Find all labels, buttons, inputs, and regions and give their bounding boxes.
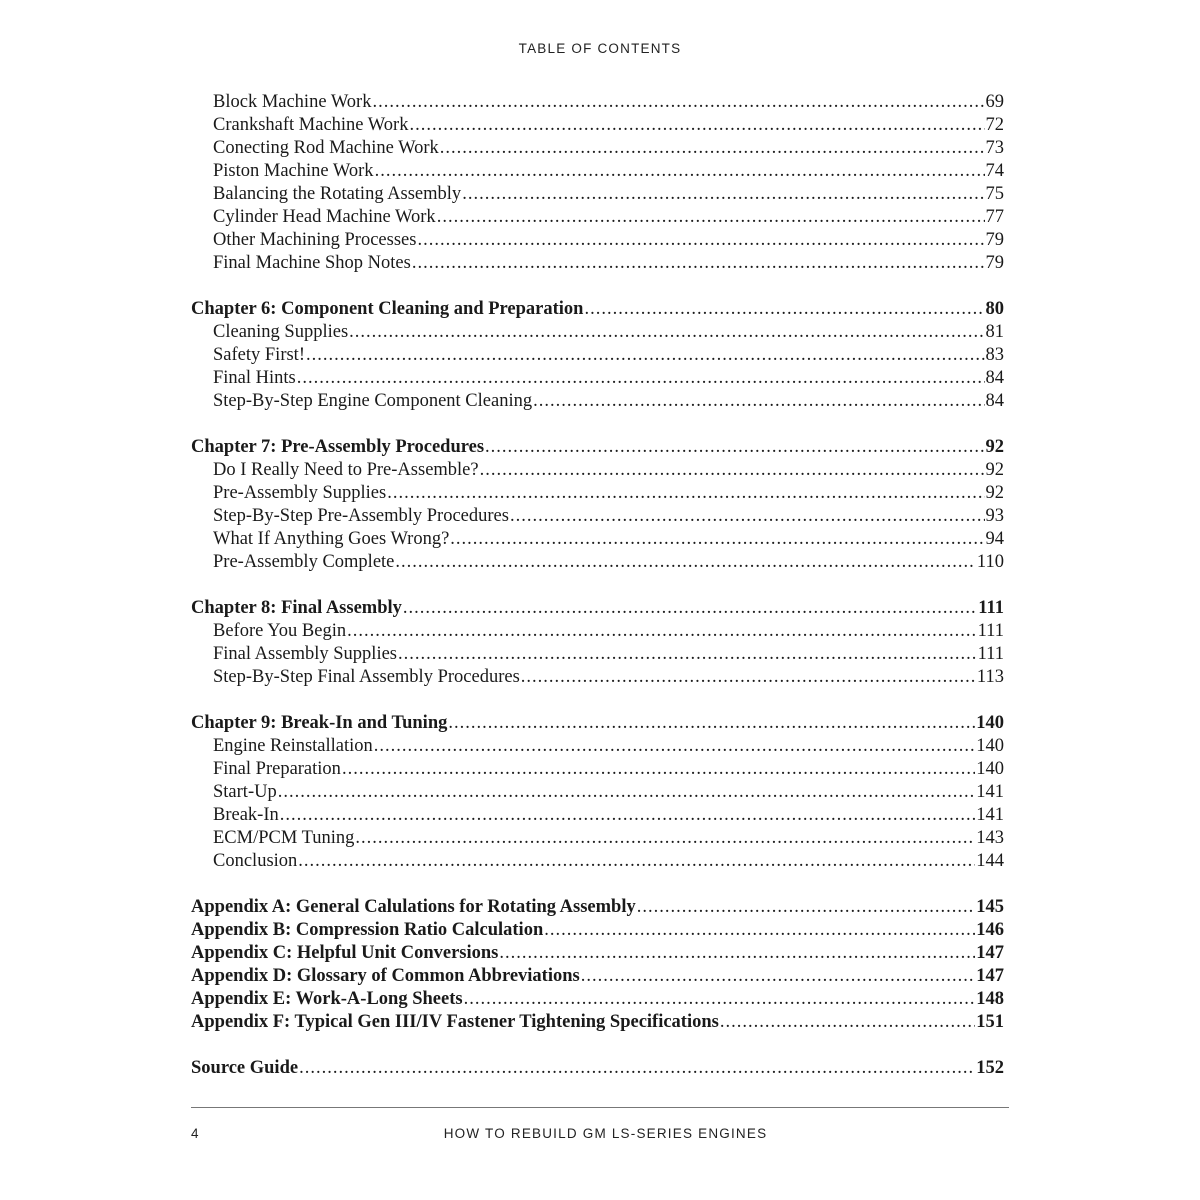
toc-entry-page: 94 xyxy=(985,529,1004,549)
toc-entry-title: Start-Up xyxy=(213,782,277,802)
toc-chapter-entry[interactable] xyxy=(191,597,1004,620)
dot-leader xyxy=(280,804,976,827)
dot-leader xyxy=(637,896,976,919)
toc-chapter-entry[interactable] xyxy=(191,298,1004,321)
toc-entry-page: 140 xyxy=(976,759,1004,779)
dot-leader xyxy=(372,91,984,114)
toc-entry[interactable] xyxy=(191,459,1004,482)
dot-leader xyxy=(448,712,975,735)
dot-leader xyxy=(485,436,984,459)
footer-rule xyxy=(191,1107,1009,1108)
toc-entry[interactable] xyxy=(191,390,1004,413)
dot-leader xyxy=(417,229,984,252)
toc-entry-title: Before You Begin xyxy=(213,621,347,641)
toc-entry[interactable] xyxy=(191,758,1004,781)
toc-entry[interactable] xyxy=(191,367,1004,390)
toc-entry-page: 144 xyxy=(976,851,1004,871)
toc-entry-page: 110 xyxy=(976,552,1004,572)
toc-entry-title: Step-By-Step Pre-Assembly Procedures xyxy=(213,506,509,526)
toc-entry-title: Do I Really Need to Pre-Assemble? xyxy=(213,460,479,480)
dot-leader xyxy=(450,528,984,551)
toc-entry-page: 151 xyxy=(976,1012,1004,1032)
dot-leader xyxy=(342,758,975,781)
footer-book-title: HOW TO REBUILD GM LS-SERIES ENGINES xyxy=(443,1126,768,1141)
toc-entry-title: Appendix C: Helpful Unit Conversions xyxy=(191,943,499,963)
toc-entry-title: Safety First! xyxy=(213,345,305,365)
dot-leader xyxy=(462,183,984,206)
toc-entry-title: Step-By-Step Final Assembly Procedures xyxy=(213,667,520,687)
dot-leader xyxy=(720,1011,975,1034)
toc-entry-title: Chapter 8: Final Assembly xyxy=(191,598,402,618)
toc-entry-title: Appendix A: General Calulations for Rotating Assembly xyxy=(191,897,636,917)
toc-entry[interactable] xyxy=(191,528,1004,551)
toc-entry[interactable] xyxy=(191,781,1004,804)
toc-entry-title: Pre-Assembly Supplies xyxy=(213,483,387,503)
toc-entry-page: 81 xyxy=(985,322,1004,342)
dot-leader xyxy=(299,1057,975,1080)
toc-appendix-entry[interactable] xyxy=(191,965,1004,988)
toc-entry-title: Pre-Assembly Complete xyxy=(213,552,395,572)
toc-chapter-entry[interactable] xyxy=(191,436,1004,459)
dot-leader xyxy=(297,367,985,390)
toc-entry-page: 83 xyxy=(985,345,1004,365)
table-of-contents xyxy=(191,91,1004,1080)
dot-leader xyxy=(375,160,985,183)
toc-entry-page: 79 xyxy=(985,230,1004,250)
dot-leader xyxy=(464,988,976,1011)
toc-entry[interactable] xyxy=(191,735,1004,758)
toc-entry-page: 111 xyxy=(978,598,1004,618)
toc-appendix-entry[interactable] xyxy=(191,1011,1004,1034)
section-gap xyxy=(191,413,1004,436)
dot-leader xyxy=(480,459,985,482)
toc-entry-title: Cylinder Head Machine Work xyxy=(213,207,436,227)
toc-entry[interactable] xyxy=(191,850,1004,873)
dot-leader xyxy=(510,505,985,528)
toc-entry[interactable] xyxy=(191,206,1004,229)
toc-entry-title: Chapter 9: Break-In and Tuning xyxy=(191,713,448,733)
toc-entry-page: 75 xyxy=(985,184,1004,204)
toc-entry-title: Final Assembly Supplies xyxy=(213,644,397,664)
toc-entry[interactable] xyxy=(191,344,1004,367)
dot-leader xyxy=(347,620,977,643)
page-number: 4 xyxy=(191,1126,199,1141)
dot-leader xyxy=(499,942,975,965)
dot-leader xyxy=(298,850,975,873)
dot-leader xyxy=(387,482,984,505)
toc-entry[interactable] xyxy=(191,114,1004,137)
toc-entry[interactable] xyxy=(191,321,1004,344)
toc-entry-page: 141 xyxy=(976,805,1004,825)
toc-entry-page: 113 xyxy=(976,667,1004,687)
toc-entry-page: 92 xyxy=(985,460,1004,480)
toc-entry-page: 111 xyxy=(977,644,1004,664)
toc-entry-page: 146 xyxy=(976,920,1004,940)
dot-leader xyxy=(412,252,985,275)
dot-leader xyxy=(374,735,975,758)
toc-entry[interactable] xyxy=(191,91,1004,114)
toc-entry[interactable] xyxy=(191,252,1004,275)
toc-entry-page: 92 xyxy=(985,483,1004,503)
toc-entry-page: 147 xyxy=(976,966,1004,986)
toc-entry-page: 72 xyxy=(985,115,1004,135)
toc-entry-title: Appendix D: Glossary of Common Abbreviations xyxy=(191,966,580,986)
section-gap xyxy=(191,574,1004,597)
toc-entry-title: Conclusion xyxy=(213,851,298,871)
toc-entry-title: Chapter 7: Pre-Assembly Procedures xyxy=(191,437,485,457)
toc-entry[interactable] xyxy=(191,482,1004,505)
toc-appendix-entry[interactable] xyxy=(191,919,1004,942)
toc-entry-title: Piston Machine Work xyxy=(213,161,374,181)
toc-entry-title: Conecting Rod Machine Work xyxy=(213,138,439,158)
toc-entry-page: 80 xyxy=(985,299,1004,319)
dot-leader xyxy=(440,137,985,160)
toc-entry-title: Step-By-Step Engine Component Cleaning xyxy=(213,391,533,411)
toc-entry-title: Appendix F: Typical Gen III/IV Fastener Tightening Specifications xyxy=(191,1012,719,1032)
toc-entry[interactable] xyxy=(191,160,1004,183)
section-gap xyxy=(191,1034,1004,1057)
dot-leader xyxy=(395,551,976,574)
toc-entry-title: Final Preparation xyxy=(213,759,341,779)
toc-entry-page: 84 xyxy=(985,391,1004,411)
dot-leader xyxy=(584,298,984,321)
running-head: TABLE OF CONTENTS xyxy=(518,41,682,56)
dot-leader xyxy=(355,827,975,850)
toc-appendix-entry[interactable] xyxy=(191,988,1004,1011)
toc-entry-page: 148 xyxy=(976,989,1004,1009)
toc-entry[interactable] xyxy=(191,183,1004,206)
toc-entry[interactable] xyxy=(191,827,1004,850)
toc-entry-page: 69 xyxy=(985,92,1004,112)
toc-entry-page: 141 xyxy=(976,782,1004,802)
toc-entry[interactable] xyxy=(191,505,1004,528)
toc-entry-title: Engine Reinstallation xyxy=(213,736,373,756)
toc-entry-title: Balancing the Rotating Assembly xyxy=(213,184,462,204)
dot-leader xyxy=(521,666,976,689)
toc-entry[interactable] xyxy=(191,804,1004,827)
toc-entry-page: 143 xyxy=(976,828,1004,848)
toc-entry[interactable] xyxy=(191,643,1004,666)
toc-entry-title: Block Machine Work xyxy=(213,92,372,112)
toc-entry-page: 74 xyxy=(985,161,1004,181)
dot-leader xyxy=(403,597,977,620)
toc-entry-page: 79 xyxy=(985,253,1004,273)
dot-leader xyxy=(398,643,977,666)
toc-entry-page: 145 xyxy=(976,897,1004,917)
toc-entry[interactable] xyxy=(191,620,1004,643)
section-gap xyxy=(191,873,1004,896)
toc-entry-title: What If Anything Goes Wrong? xyxy=(213,529,450,549)
toc-entry-page: 147 xyxy=(976,943,1004,963)
toc-entry-title: Final Hints xyxy=(213,368,296,388)
toc-source-guide-entry[interactable] xyxy=(191,1057,1004,1080)
toc-entry-title: Cleaning Supplies xyxy=(213,322,349,342)
toc-entry-title: Chapter 6: Component Cleaning and Preparation xyxy=(191,299,584,319)
toc-appendix-entry[interactable] xyxy=(191,942,1004,965)
section-gap xyxy=(191,275,1004,298)
toc-entry-page: 111 xyxy=(977,621,1004,641)
dot-leader xyxy=(349,321,984,344)
toc-entry-title: Final Machine Shop Notes xyxy=(213,253,411,273)
dot-leader xyxy=(306,344,985,367)
toc-entry[interactable] xyxy=(191,137,1004,160)
toc-entry-page: 93 xyxy=(985,506,1004,526)
toc-entry-title: Source Guide xyxy=(191,1058,299,1078)
toc-entry-page: 92 xyxy=(985,437,1004,457)
toc-entry-title: Break-In xyxy=(213,805,279,825)
toc-entry-title: Appendix B: Compression Ratio Calculation xyxy=(191,920,544,940)
dot-leader xyxy=(581,965,976,988)
toc-entry[interactable] xyxy=(191,666,1004,689)
toc-entry-title: Appendix E: Work-A-Long Sheets xyxy=(191,989,463,1009)
toc-entry-page: 152 xyxy=(976,1058,1004,1078)
dot-leader xyxy=(533,390,984,413)
toc-entry-page: 77 xyxy=(985,207,1004,227)
toc-entry-page: 140 xyxy=(976,713,1004,733)
dot-leader xyxy=(409,114,984,137)
toc-entry[interactable] xyxy=(191,229,1004,252)
section-gap xyxy=(191,689,1004,712)
dot-leader xyxy=(278,781,976,804)
toc-entry-page: 140 xyxy=(976,736,1004,756)
toc-entry-title: Crankshaft Machine Work xyxy=(213,115,409,135)
toc-entry[interactable] xyxy=(191,551,1004,574)
toc-entry-page: 84 xyxy=(985,368,1004,388)
dot-leader xyxy=(544,919,975,942)
toc-entry-title: ECM/PCM Tuning xyxy=(213,828,355,848)
toc-entry-title: Other Machining Processes xyxy=(213,230,417,250)
toc-entry-page: 73 xyxy=(985,138,1004,158)
toc-appendix-entry[interactable] xyxy=(191,896,1004,919)
dot-leader xyxy=(437,206,985,229)
toc-chapter-entry[interactable] xyxy=(191,712,1004,735)
